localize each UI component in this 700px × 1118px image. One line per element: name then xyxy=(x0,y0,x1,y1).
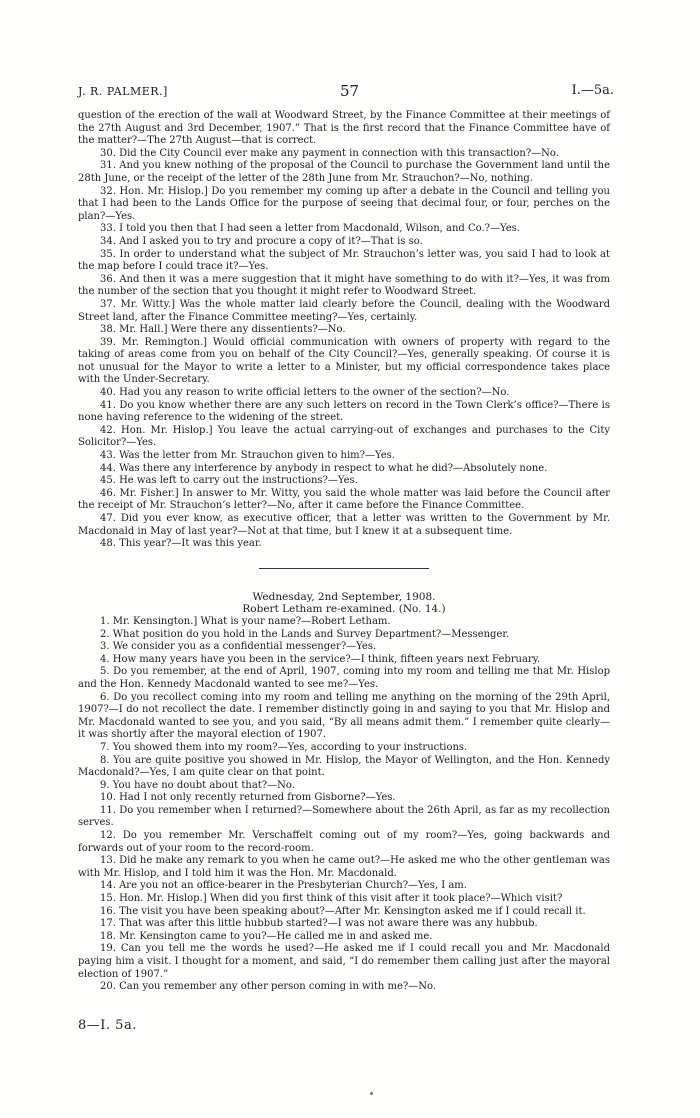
document-body xyxy=(78,110,610,994)
section-subtitle: Robert Letham re-examined. (No. 14.) xyxy=(242,603,446,616)
paragraph: 46. Mr. Fisher.] In answer to Mr. Witty, you said the whole matter was laid before the Council after the receipt of Mr. Strauchon’s letter?—No, after it came before the Finance Committee. xyxy=(78,487,610,512)
paragraph: 17. That was after this little hubbub started?—I was not aware there was any hubbub. xyxy=(100,918,538,930)
paragraph: 34. And I asked you to try and procure a copy of it?—That is so. xyxy=(100,235,423,247)
paragraph: 37. Mr. Witty.] Was the whole matter laid clearly before the Council, dealing with the Woodward Street land, after the Finance Committee meeting?—Yes, certainly. xyxy=(78,298,610,323)
paragraph: 15. Hon. Mr. Hislop.] When did you first think of this visit after it took place?—Which visit? xyxy=(100,893,563,905)
paragraph: 32. Hon. Mr. Hislop.] Do you remember my coming up after a debate in the Council and telling you that I had been to the Lands Office for the purpose of seeing that decimal four, or four, perches on the plan?—Yes. xyxy=(78,185,610,222)
paragraph: question of the erection of the wall at Woodward Street, by the Finance Committee at their meetings of the 27th August and 3rd December, 1907.” That is the first record that the Finance Committee have of the matter?—The 27th August—that is correct. xyxy=(78,110,610,147)
paragraph: 20. Can you remember any other person coming in with me?—No. xyxy=(100,981,436,993)
paper-reference: I.—5a. xyxy=(571,83,614,98)
paragraph: 9. You have no doubt about that?—No. xyxy=(100,779,295,791)
paragraph: 44. Was there any interference by anybody in respect to what he did?—Absolutely none. xyxy=(100,462,548,474)
paragraph: 38. Mr. Hall.] Were there any dissentients?—No. xyxy=(100,324,346,336)
paper-speck xyxy=(370,1092,373,1095)
paragraph: 11. Do you remember when I returned?—Somewhere about the 26th April, as far as my recollection serves. xyxy=(78,804,610,829)
paragraph: 2. What position do you hold in the Lands and Survey Department?—Messenger. xyxy=(100,628,510,640)
paragraph: 45. He was left to carry out the instructions?—Yes. xyxy=(100,475,358,487)
page-header xyxy=(78,82,614,102)
section-divider xyxy=(259,568,429,569)
examination-part-2 xyxy=(78,616,610,994)
paragraph: 8. You are quite positive you showed in Mr. Hislop, the Mayor of Wellington, and the Hon. Kennedy Macdonald?—Yes, I am quite clear on that point. xyxy=(78,754,610,779)
paragraph: 5. Do you remember, at the end of April, 1907, coming into my room and telling me that Mr. Hislop and the Hon. Kennedy Macdonald wanted to see me?—Yes. xyxy=(78,666,610,690)
paragraph: 31. And you knew nothing of the proposal of the Council to purchase the Government land until the 28th June, or the receipt of the letter of the 28th June from Mr. Strauchon?—No, nothing. xyxy=(78,160,610,184)
paragraph: 7. You showed them into my room?—Yes, according to your instructions. xyxy=(100,741,468,753)
witness-name-header: J. R. PALMER.] xyxy=(78,85,168,98)
paragraph: 42. Hon. Mr. Hislop.] You leave the actual carrying-out of exchanges and purchases to the City Solicitor?—Yes. xyxy=(78,424,610,449)
paragraph: 35. In order to understand what the subject of Mr. Strauchon’s letter was, you said I had to look at the map before I could trace it?—Yes. xyxy=(78,248,610,273)
paragraph: 30. Did the City Council ever make any payment in connection with this transaction?—No. xyxy=(100,147,559,159)
paragraph: 1. Mr. Kensington.] What is your name?—Robert Letham. xyxy=(100,615,391,627)
paragraph: 16. The visit you have been speaking about?—After Mr. Kensington asked me if I could recall it. xyxy=(100,905,586,917)
paragraph: 43. Was the letter from Mr. Strauchon given to him?—Yes. xyxy=(100,450,395,462)
paragraph: 3. We consider you as a confidential messenger?—Yes. xyxy=(100,641,377,653)
paragraph: 6. Do you recollect coming into my room and telling me anything on the morning of the 29th April, 1907?—I do not recollect the date. I remember distinctly going in and saying to you that Mr. Hislop and Mr. Macdonald wanted to see you, and you said, “By all means admit them.” I remember quite clearly—it was shortly after the mayoral election of 1907. xyxy=(78,691,610,741)
paragraph: 19. Can you tell me the words he used?—He asked me if I could recall you and Mr. Macdonald paying him a visit. I thought for a moment, and said, “I do remember them calling just after the mayoral election of 1907.” xyxy=(78,943,610,980)
paragraph: 18. Mr. Kensington came to you?—He called me in and asked me. xyxy=(100,930,433,942)
examination-part-1 xyxy=(78,110,610,551)
printer-signature: 8—I. 5a. xyxy=(78,1018,137,1033)
page-number: 57 xyxy=(340,82,360,100)
paragraph: 47. Did you ever know, as executive officer, that a letter was written to the Government by Mr. Macdonald in May of last year?—Not at that time, but I knew it at a subsequent time. xyxy=(78,513,610,537)
paragraph: 41. Do you know whether there are any such letters on record in the Town Clerk’s office?—There is none having reference to the widening of the street. xyxy=(78,399,610,424)
paragraph: 10. Had I not only recently returned from Gisborne?—Yes. xyxy=(100,792,396,804)
section-date: Wednesday, 2nd September, 1908. xyxy=(252,590,436,603)
paragraph: 12. Do you remember Mr. Verschaffelt coming out of my room?—Yes, going backwards and forwards out of your room to the record-room. xyxy=(78,830,610,854)
paragraph: 39. Mr. Remington.] Would official communication with owners of property with regard to the taking of areas come from you on behalf of the City Council?—Yes, generally speaking. Of course it is not unusual for the Mayor to write a letter to a Minister, but my official correspondence takes place with the Under-Secretary. xyxy=(78,336,610,386)
paragraph: 40. Had you any reason to write official letters to the owner of the section?—No. xyxy=(100,387,510,399)
paragraph: 36. And then it was a mere suggestion that it might have something to do with it?—Yes, it was from the number of the section that you thought it might refer to Woodward Street. xyxy=(78,273,610,298)
paragraph: 14. Are you not an office-bearer in the Presbyterian Church?—Yes, I am. xyxy=(100,880,467,892)
paragraph: 48. This year?—It was this year. xyxy=(100,538,262,550)
paragraph: 33. I told you then that I had seen a letter from Macdonald, Wilson, and Co.?—Yes. xyxy=(100,223,520,235)
paragraph: 4. How many years have you been in the service?—I think, fifteen years next February. xyxy=(100,653,541,665)
paragraph: 13. Did he make any remark to you when he came out?—He asked me who the other gentleman was with Mr. Hislop, and I told him it was the Hon. Mr. Macdonald. xyxy=(78,855,610,879)
